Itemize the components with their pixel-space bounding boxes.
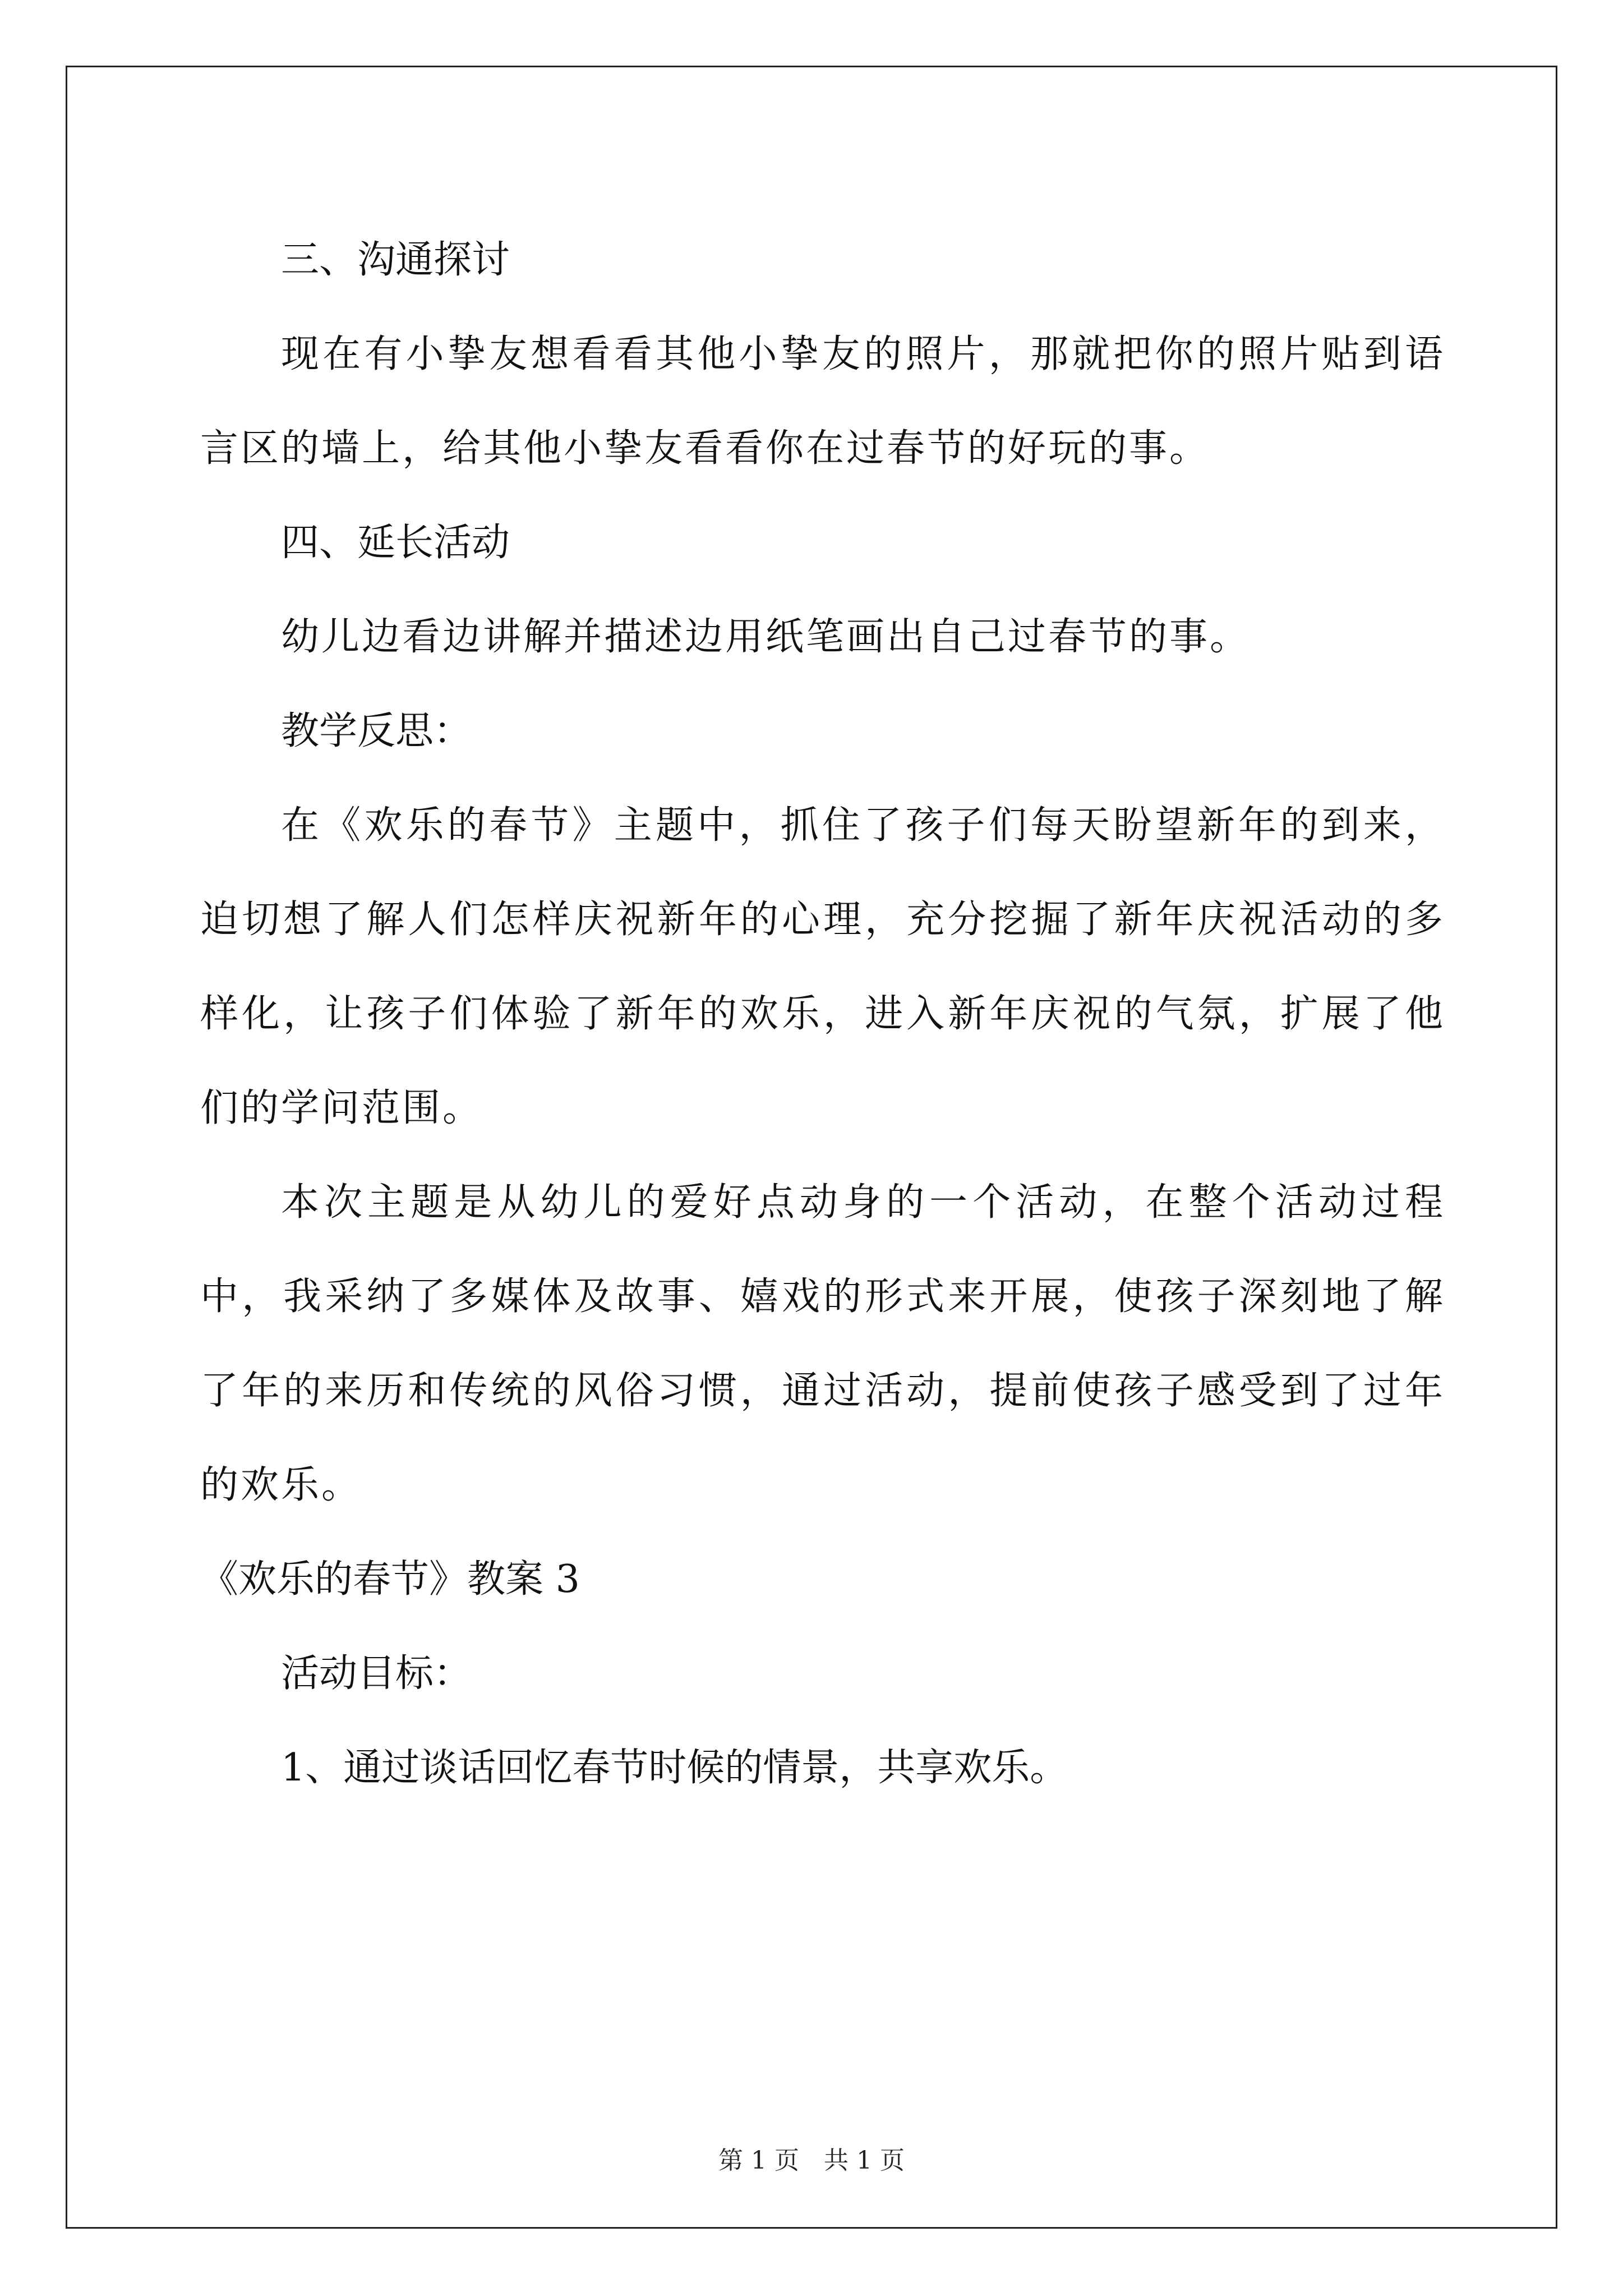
section-heading-goals: 活动目标： bbox=[281, 1651, 472, 1696]
paragraph-communication: 现在有小挚友想看看其他小挚友的照片，那就把你的照片贴到语言区的墙上，给其他小挚友看看你在过春节的好玩的事。 bbox=[200, 332, 1445, 471]
page-footer: 第 1 页 共 1 页 bbox=[718, 2146, 905, 2175]
document-body bbox=[200, 213, 1445, 1815]
section-heading-reflection: 教学反思： bbox=[281, 709, 472, 753]
paragraph-reflection-1: 在《欢乐的春节》主题中，抓住了孩子们每天盼望新年的到来，迫切想了解人们怎样庆祝新年的心理，充分挖掘了新年庆祝活动的多样化，让孩子们体验了新年的欢乐，进入新年庆祝的气氛，扩展了他们的学问范围。 bbox=[200, 803, 1445, 1130]
goal-item-1: 1、通过谈话回忆春节时候的情景，共享欢乐。 bbox=[281, 1746, 1068, 1790]
lesson-plan-title: 《欢乐的春节》教案 3 bbox=[200, 1557, 580, 1602]
paragraph-reflection-2: 本次主题是从幼儿的爱好点动身的一个活动，在整个活动过程中，我采纳了多媒体及故事、嬉戏的形式来开展，使孩子深刻地了解了年的来历和传统的风俗习惯，通过活动，提前使孩子感受到了过年的欢乐。 bbox=[200, 1180, 1445, 1507]
section-heading-extension: 四、延长活动 bbox=[281, 521, 510, 565]
paragraph-extension: 幼儿边看边讲解并描述边用纸笔画出自己过春节的事。 bbox=[281, 615, 1251, 659]
section-heading-communication: 三、沟通探讨 bbox=[281, 238, 510, 282]
